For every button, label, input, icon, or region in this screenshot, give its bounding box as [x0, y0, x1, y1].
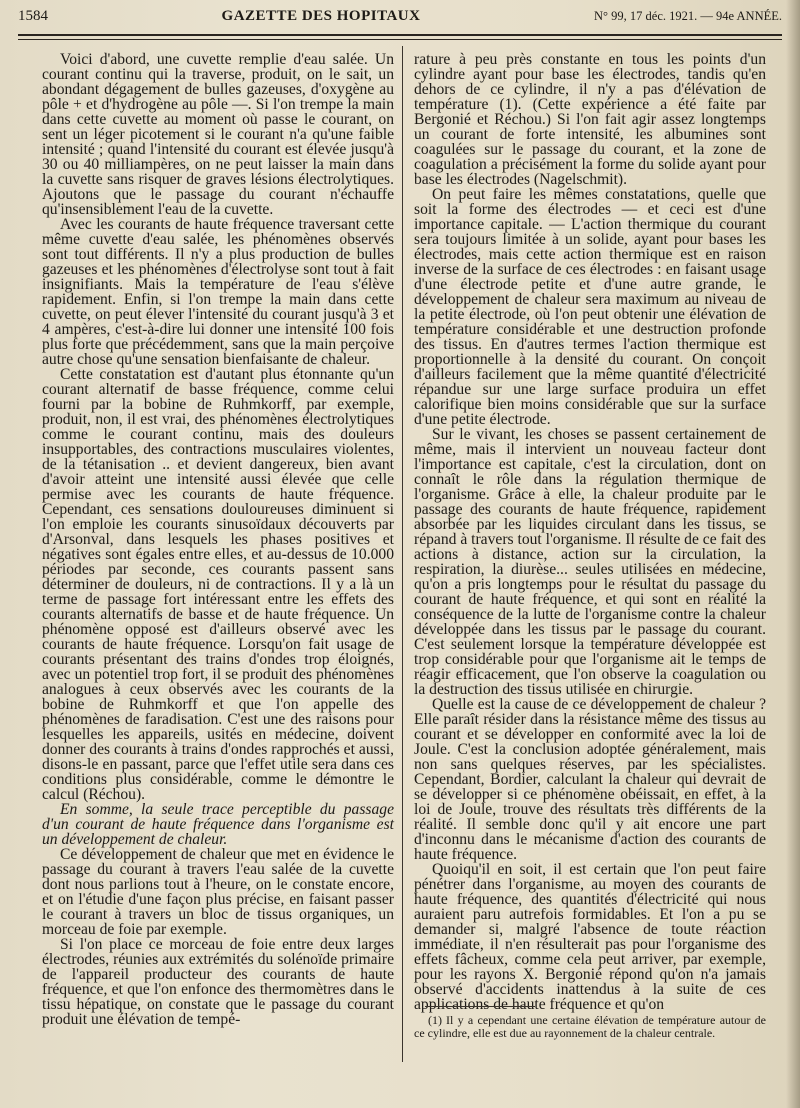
footnote-number: (1): [428, 1013, 442, 1027]
paragraph: Sur le vivant, les choses se passent certainement de même, mais il intervient un nouveau facteur dont l'importance est capitale, c'est la circulation, dont on connaît le rôle dans la régulation thermique de l'organisme. Grâce à elle, la chaleur produite par le passage des courants de haute fréquence, rapidement absorbée par les liquides circulant dans les tissus, se répand à travers tout l'organisme. Il résulte de ce fait des actions à distance, action sur la circulation, la respiration, la diurèse... seules utilisées en médecine, qu'on a pris longtemps pour le résultat du passage du courant de haute fréquence, et qui sont en réalité la conséquence de la lutte de l'organisme contre la chaleur développée dans les tissus par le passage du courant. C'est seulement lorsque la température développée est trop considérable pour que l'organisme ait le temps de réagir efficacement, que l'on observe la coagulation ou la destruction des tissus utilisée en chirurgie.: [414, 426, 766, 698]
header-rule-thick: [18, 34, 782, 36]
paragraph: Quoiqu'il en soit, il est certain que l'on peut faire pénétrer dans l'organisme, au moyen des courants de haute fréquence, des quantités d'électricité qui nous auraient paru autrefois formidables. Et l'on a pu se demander si, malgré l'absence de toute réaction immédiate, il n'en résulterait pas pour l'organisme des effets fâcheux, comme cela peut arriver, par exemple, pour les rayons X. Bergonié répond qu'on n'a jamais observé d'accidents inattendus à la suite de ces applications de haute fréquence et qu'on: [414, 861, 766, 1013]
paragraph: rature à peu près constante en tous les points d'un cylindre ayant pour base les électrodes, tandis qu'en dehors de ce cylindre, il n'y a pas d'élévation de température (1). (Cette expérience a été faite par Bergonié et Réchou.) Si l'on fait agir assez longtemps un courant de forte intensité, les albumines sont coagulées sur le passage du courant, et la zone de coagulation a précisément la forme du solide ayant pour base les électrodes (Nagelschmit).: [414, 51, 766, 188]
paragraph: Quelle est la cause de ce développement de chaleur ? Elle paraît résider dans la résistance même des tissus au courant et se développer en conformité avec la loi de Joule. C'est la conclusion adoptée généralement, mais non sans quelques réserves, par les spécialistes. Cependant, Bordier, calculant la chaleur qui devrait de se développer si ce phénomène obéissait, en effet, à la loi de Joule, trouve des résultats très différents de la réalité. Il semble donc qu'il y ait encore une part d'inconnu dans le mécanisme d'action des courants de haute fréquence.: [414, 696, 766, 863]
page-edge-shadow: [786, 0, 800, 1108]
column-divider: [402, 46, 403, 1062]
paragraph: Voici d'abord, une cuvette remplie d'eau salée. Un courant continu qui la traverse, produit, on le sait, un abondant dégagement de bulles gazeuses, d'oxygène au pôle + et d'hydrogène au pôle —. Si l'on trempe la main dans cette cuvette au moment où passe le courant, on sent un léger picotement si le courant n'a qu'une faible intensité ; quand l'intensité du courant est élevée jusqu'à 30 ou 40 milliampères, on ne peut laisser la main dans la cuvette sans risquer de graves lésions électrolytiques. Ajoutons que le passage du courant n'échauffe qu'insensiblement l'eau de la cuvette.: [42, 51, 394, 218]
journal-title: GAZETTE DES HOPITAUX: [221, 8, 421, 24]
footnote-text: Il y a cependant une certaine élévation de température autour de ce cylindre, elle est due au rayonnement de la chaleur centrale.: [414, 1013, 766, 1040]
footnote: [414, 1014, 766, 1039]
paragraph: Cette constatation est d'autant plus étonnante qu'un courant alternatif de basse fréquence, comme celui fourni par la bobine de Ruhmkorff, par exemple, produit, non, il est vrai, des phénomènes électrolytiques comme le courant continu, mais des douleurs insupportables, des contractions musculaires violentes, de la tétanisation .. et devient dangereux, bien avant d'avoir atteint une intensité aussi élevée que celle permise avec les courants de haute fréquence. Cependant, ces sensations douloureuses diminuent si l'on emploie les courants sinusoïdaux découverts par d'Arsonval, dans lesquels les phases positives et négatives sont égales entre elles, et au-dessus de 10.000 périodes par seconde, ces courants passent sans déterminer de douleurs, ni de contractions. Il y a là un terme de passage fort intéressant entre les effets des courants alternatifs de basse et de haute fréquence. Un phénomène opposé est d'ailleurs observé avec les courants de haute fréquence. Lorsqu'on fait usage de courants présentant des trains d'ondes trop éloignés, avec un potentiel trop fort, il se produit des phénomènes analogues à ceux observés avec les courants de la bobine de Ruhmkorff et que l'on appelle des phénomènes de faradisation. C'est une des raisons pour lesquelles les appareils, usités en médecine, doivent donner des courants à trains d'ondes rapprochés et aussi, disons-le en passant, parce que l'effet utile sera dans ces conditions plus considérable, comme le démontre le calcul (Réchou).: [42, 366, 394, 803]
paragraph: Avec les courants de haute fréquence traversant cette même cuvette d'eau salée, les phénomènes observés sont tout différents. Il n'y a plus production de bulles gazeuses et les phénomènes d'électrolyse sont tout à fait insignifiants. Mais la température de l'eau s'élève rapidement. Enfin, si l'on trempe la main dans cette cuvette, on peut élever l'intensité du courant jusqu'à 3 et 4 ampères, c'est-à-dire lui donner une intensité 100 fois plus forte que précédemment, sans que la main perçoive autre chose qu'une sensation bienfaisante de chaleur.: [42, 216, 394, 368]
paragraph: Si l'on place ce morceau de foie entre deux larges électrodes, réunies aux extrémités du solénoïde primaire de l'appareil producteur des courants de haute fréquence, et que l'on enfonce des thermomètres dans le tissu hépatique, on constate que le passage du courant produit une élévation de tempé-: [42, 936, 394, 1028]
paragraph: Ce développement de chaleur que met en évidence le passage du courant à travers l'eau salée de la cuvette dont nous parlions tout à l'heure, on le constate encore, et on l'étudie d'une façon plus précise, en faisant passer le courant à travers un bloc de tissus organiques, un morceau de foie par exemple.: [42, 846, 394, 938]
left-column: [42, 52, 394, 1027]
paragraph: On peut faire les mêmes constatations, quelle que soit la forme des électrodes — et ceci est d'une importance capitale. — L'action thermique du courant sera toujours limitée à un solide, ayant pour bases les électrodes, mais cette action thermique est en raison inverse de la surface de ces électrodes : en faisant usage d'une électrode petite et d'une autre grande, le développement de chaleur sera maximum au niveau de la petite électrode, où l'on peut obtenir une élévation de température considérable et une destruction profonde des tissus. En d'autres termes l'action thermique est proportionnelle à la densité du courant. On conçoit d'ailleurs facilement que la même quantité d'électricité répandue sur une large surface produira un effet calorifique bien moins considérable que sur la surface d'une petite électrode.: [414, 186, 766, 428]
page-number: 1584: [18, 8, 48, 24]
page-header: [18, 8, 782, 36]
right-column: [414, 52, 766, 1012]
paragraph-italic: En somme, la seule trace perceptible du passage d'un courant de haute fréquence dans l'organisme est un développement de chaleur.: [42, 801, 394, 848]
header-rule-thin: [18, 39, 782, 40]
issue-info: N° 99, 17 déc. 1921. — 94e ANNÉE.: [594, 9, 782, 23]
footnote-rule: [425, 1006, 535, 1007]
